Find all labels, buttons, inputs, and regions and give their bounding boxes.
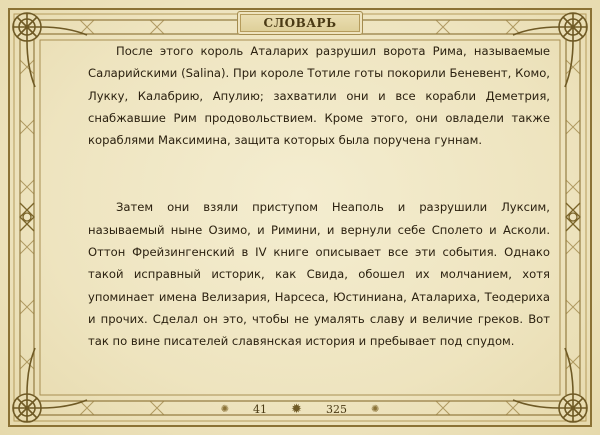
page-footer [44, 399, 556, 419]
total-pages-number: 325 [325, 402, 347, 416]
paragraph: Затем они взяли приступом Неаполь и разрушили Луксим, называемый ныне Озимо, и Римини, и вернули себе Сполето и Асколи. Оттон Фрейзингенский в IV книге описывает все эти события. Однако такой исправный историк, как Свида, обошел их молчанием, хотя упоминает имена Велизария, Нарсеса, Юстиниана, Аталариха, Теодериха и прочих. Сделал он это, чтобы не умалять славу и величие греков. Вот так по вине писателей славянская история и пребывает под спудом. [88, 200, 550, 349]
ornament-icon: ✺ [370, 403, 380, 415]
gear-ornament-icon: ✹ [291, 401, 302, 417]
paragraph: После этого король Аталарих разрушил ворота Рима, называемые Саларийскими (Salina). При короле Тотиле готы покорили Беневент, Комо, Лукку, Калабрию, Апулию; захватили они и все корабли Деметрия, снабжавшие Рим продовольствием. Кроме этого, они овладели также кораблями Максимина, защита которых была поручена гуннам. [88, 44, 550, 148]
ornament-icon: ✺ [220, 403, 230, 415]
current-page-number: 41 [253, 402, 268, 416]
page-title: СЛОВАРЬ [237, 11, 364, 35]
page-header [44, 11, 556, 35]
page-body [88, 40, 550, 353]
